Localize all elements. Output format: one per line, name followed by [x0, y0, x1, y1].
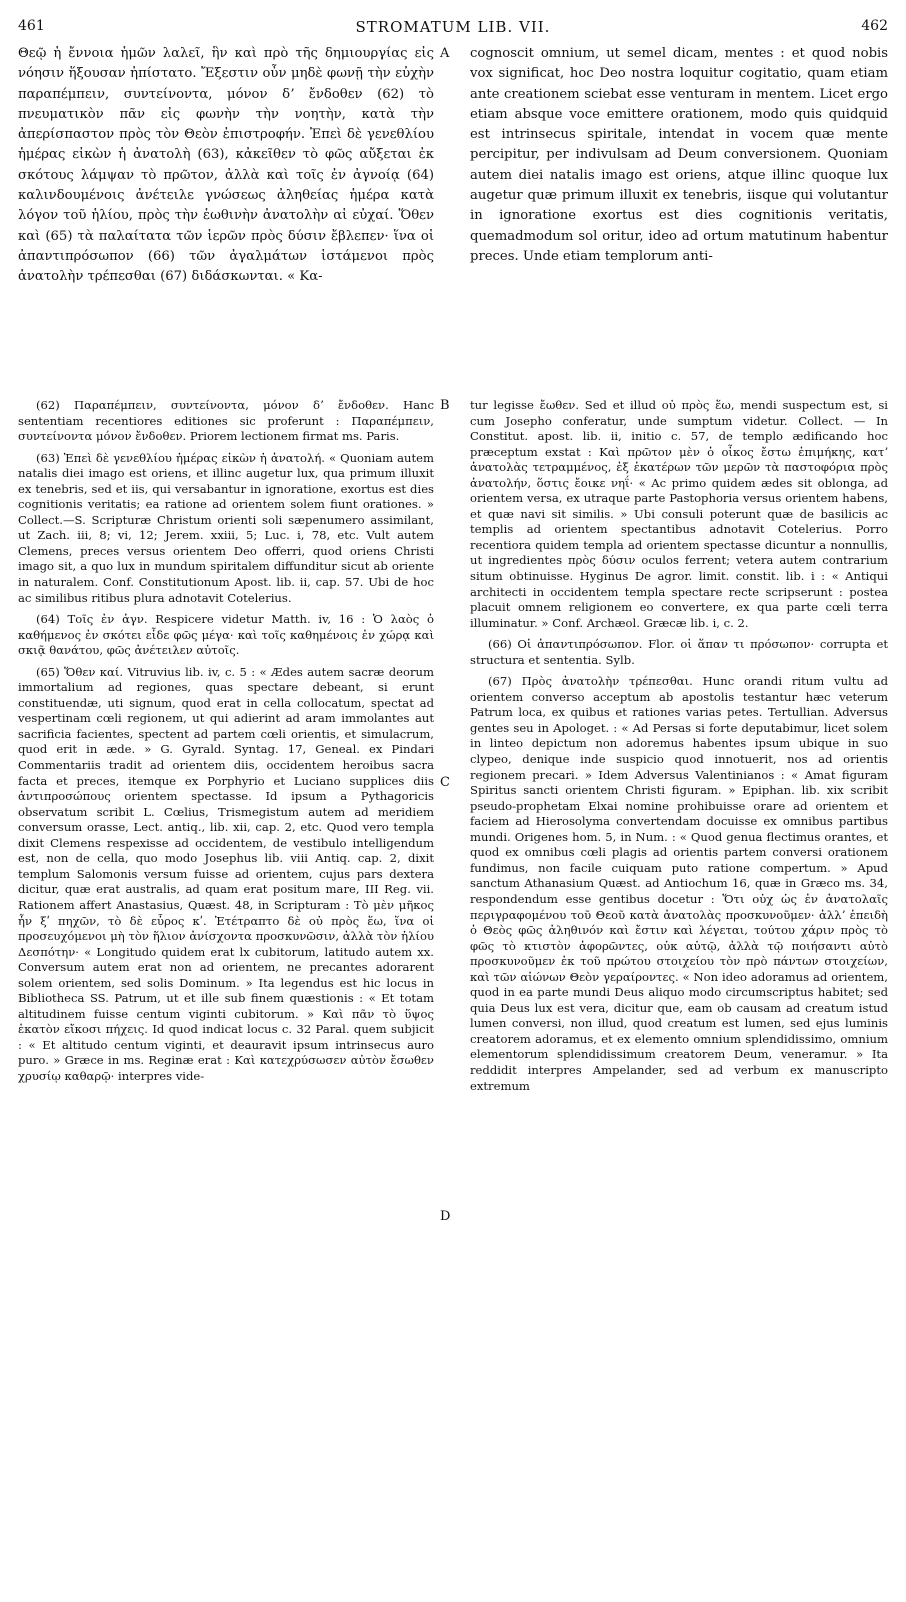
main-text-greek: Θεῷ ἡ ἔννοια ἡμῶν λαλεῖ, ἣν καὶ πρὸ τῆς δημιουργίας εἰς νόησιν ἥξουσαν ἠπίστατο. Ἔξεστιν οὖν μηδὲ φωνῇ τὴν εὐχὴν παραπέμπειν, συντείνοντα, μόνον δʼ ἔνδοθεν (62) τὸ πνευματικὸν πᾶν εἰς φωνὴν τὴν νοητὴν, κατὰ τὴν ἀπερίσπαστον πρὸς τὸν Θεὸν ἐπιστροφήν. Ἐπεὶ δὲ γενεθλίου ἡμέρας εἰκὼν ἡ ἀνατολὴ (63), κἀκεῖθεν τὸ φῶς αὔξεται ἐκ σκότους λάμψαν τὸ πρῶτον, ἀλλὰ καὶ τοῖς ἐν ἀγνοίᾳ (64) καλινδουμένοις ἀνέτειλε γνώσεως ἀληθείας ἡμέρα κατὰ λόγον τοῦ ἡλίου, πρὸς τὴν ἑωθινὴν ἀνατολὴν αἱ εὐχαί. Ὅθεν καὶ (65) τὰ παλαίτατα τῶν ἱερῶν πρὸς δύσιν ἔβλεπεν· ἵνα οἱ ἀπαντιπρόσωπον (66) τῶν ἀγαλμάτων ἱστάμενοι πρὸς ἀνατολὴν τρέπεσθαι (67) διδάσκωνται. « Κα- — [18, 46, 434, 285]
page-number-left: 461 — [18, 18, 45, 34]
margin-marker-c: C — [440, 775, 450, 790]
footnote-65: (65) Ὅθεν καί. Vitruvius lib. iv, c. 5 : « Ædes autem sacræ deorum immortalium ad regiones, quas spectare debeant, si erunt constituendæ, uti signum, quod erat in cella collocatum, spectat ad vespertinam cœli regionem, ut qui adierint ad aram immolantes aut sacrificia facientes, spectent ad partem cœli orientis, et simulacrum, quod erit in æde. » G. Gyrald. Syntag. 17, Geneal. ex Pindari Commentariis tradit ad orientem diis, occidentem heroibus sacra facta et preces, itemque ex Porphyrio et Luciano supplices diis ἀντιπροσώπους orientem spectasse. Id ipsum a Pythagoricis observatum scribit L. Cœlius, Trismegistum autem ad meridiem conversum orasse, Lect. antiq., lib. xii, cap. 2, etc. Quod vero templa dixit Clemens respexisse ad occidentem, de vestibulo intelligendum est, non de cella, quo modo Josephus lib. viii Antiq. cap. 2, dixit templum Salomonis versum fuisse ad orientem, cujus pars dextera dicitur, quæ erat australis, ad quam erat positum mare, III Reg. vii. Rationem affert Anastasius, Quæst. 48, in Scripturam : Τὸ μὲν μῆκος ἦν ξʹ πηχῶν, τὸ δὲ εὖρος κʹ. Ἐτέτραπτο δὲ οὐ πρὸς ἕω, ἵνα οἱ προσευχόμενοι μὴ τὸν ἥλιον ἀνίσχοντα προσκυνῶσιν, ἀλλὰ τὸν ἡλίου Δεσπότην· « Longitudo quidem erat lx cubitorum, latitudo autem xx. Conversum autem erat non ad orientem, ne precantes adorarent solem orientem, sed solis Dominum. » Ita legendus est hic locus in Bibliotheca SS. Patrum, ut et ille sub finem quæstionis : « Et totam altitudinem fuisse centum viginti cubitorum. » Καὶ πᾶν τὸ ὕψος ἑκατὸν εἴκοσι πήχεις. Id quod indicat locus c. 32 Paral. quem subjicit : « Et altitudo centum viginti, et deauravit ipsum intrinsecus auro puro. » Græce in ms. Reginæ erat : Καὶ κατεχρύσωσεν αὐτὸν ἔσωθεν χρυσίῳ καθαρῷ· interpres vide- — [18, 664, 434, 1083]
page-header — [18, 18, 888, 38]
notes-left-column — [18, 398, 434, 1588]
margin-marker-b: B — [440, 398, 450, 413]
footnote-63: (63) Ἐπεὶ δὲ γενεθλίου ἡμέρας εἰκὼν ἡ ἀνατολή. « Quoniam autem natalis diei imago est oriens, et illinc augetur lux, qua primum illuxit ex tenebris, sed et iis, qui versabantur in ignoratione, exortus est dies cognitionis veritatis; ea ratione ad orientem solem fiunt orationes. » Collect.—S. Scripturæ Christum orienti soli sæpenumero assimilant, ut Zach. iii, 8; vi, 12; Jerem. xxiii, 5; Luc. i, 78, etc. Vult autem Clemens, preces versus orientem Deo offerri, quod oriens Christi imago sit, a quo lux in mundum spiritalem diffunditur sicut ab oriente in naturalem. Conf. Constitutionum Apost. lib. ii, cap. 57. Ubi de hoc ac similibus ritibus plura adnotavit Cotelerius. — [18, 450, 434, 605]
footnote-66: (66) Οἱ ἀπαντιπρόσωπον. Flor. οἱ ἅπαν τι πρόσωπον· corrupta et structura et sententia. Sylb. — [470, 637, 888, 667]
margin-marker-d: D — [440, 1209, 451, 1224]
running-title: STROMATUM LIB. VII. — [355, 18, 551, 36]
footnote-65-continued: tur legisse ἔωθεν. Sed et illud οὐ πρὸς ἕω, mendi suspectum est, si cum Josepho conferatur, unde sumptum videtur. Collect. — In Constitut. apost. lib. ii, initio c. 57, de templo ædificando hoc præceptum exstat : Καὶ πρῶτον μὲν ὁ οἶκος ἔστω ἐπιμήκης, κατʼ ἀνατολὰς τετραμμένος, ἐξ ἑκατέρων τῶν μερῶν τὰ παστοφόρια πρὸς ἀνατολήν, ὅστις ἔοικε νηΐ· « Ac primo quidem ædes sit oblonga, ad orientem versa, ex utraque parte Pastophoria versus orientem habens, et quæ navi sit similis. » Ubi consuli poterunt quæ de basilicis ac templis ad orientem spectantibus adnotavit Cotelerius. Porro recentiora quidem templa ad orientem spectasse dicuntur a nonnullis, ut ingredientes πρὸς δύσιν oculos ferrent; vetera autem contrarium situm obtinuisse. Hyginus De agror. limit. constit. lib. i : « Antiqui architecti in occidentem templa spectare recte scripserunt : postea placuit omnem religionem eo convertere, ex qua parte cœli terra illuminatur. » Conf. Archæol. Græcæ lib. i, c. 2. — [470, 398, 888, 630]
margin-marker-a: A — [440, 46, 450, 61]
footnote-67: (67) Πρὸς ἀνατολὴν τρέπεσθαι. Hunc orandi ritum vultu ad orientem converso acceptum ab apostolis testantur hæc veterum Patrum loca, ex quibus et rationes varias petes. Tertullian. Adversus gentes seu in Apologet. : « Ad Persas si forte deputabimur, licet solem in linteo depictum non adoremus habentes ipsum ubique in suo clypeo, denique inde suspicio quod innotuerit, nos ad orientis regionem precari. » Idem Adversus Valentinianos : « Amat figuram Spiritus sancti orientem Christi figuram. » Epiphan. lib. xix scribit pseudo-prophetam Elxai nomine prohibuisse orare ad orientem et faciem ad Hierosolyma convertendam docuisse ex omnibus partibus mundi. Origenes hom. 5, in Num. : « Quod genua flectimus orantes, et quod ex omnibus cœli plagis ad orientis partem conversi orationem fundimus, non facile cuiquam puto ratione compertum. » Apud sanctum Athanasium Quæst. ad Antiochum 16, quæ in Græco ms. 34, respondendum esse gentibus docetur : Ὅτι οὐχ ὡς ἐν ἀνατολαῖς περιγραφομένου τοῦ Θεοῦ κατὰ ἀνατολὰς προσκυνοῦμεν· ἀλλʼ ἐπειδὴ ὁ Θεὸς φῶς ἀληθινόν καὶ ἔστιν καὶ λέγεται, τούτου χάριν πρὸς τὸ φῶς τὸ κτιστὸν ἀφορῶντες, οὐκ αὐτῷ, ἀλλὰ τῷ ποιήσαντι αὐτὸ προσκυνοῦμεν ἐκ τοῦ πρώτου στοιχείου τὸν πρὸ πάντων στοιχείων, καὶ τῶν αἰώνων Θεὸν γεραίροντες. « Non ideo adoramus ad orientem, quod in ea parte mundi Deus aliquo modo circumscriptus habitet; sed quia Deus lux est vera, dicitur que, eam ob causam ad creatum istud lumen conversi, non illud, quod creatum est lumen, sed ejus luminis creatorem adoramus, et ex elemento omnium splendidissimo, omnium elementorum splendidissimum creatorem Deum, veneramur. » Ita reddidit interpres Ampelander, sed ad verbum ex manuscripto extremum — [470, 674, 888, 1093]
footnote-62: (62) Παραπέμπειν, συντείνοντα, μόνον δʼ ἔνδοθεν. Hanc sententiam recentiores editiones sic proferunt : Παραπέμπειν, συντείνοντα μόνον ἔνδοθεν. Priorem lectionem firmat ms. Paris. — [18, 398, 434, 444]
notes-right-column — [470, 398, 888, 1588]
footnote-64: (64) Τοῖς ἐν ἀγν. Respicere videtur Matth. iv, 16 : Ὁ λαὸς ὁ καθήμενος ἐν σκότει εἶδε φῶς μέγα· καὶ τοῖς καθημένοις ἐν χώρᾳ καὶ σκιᾷ θανάτου, φῶς ἀνέτειλεν αὐτοῖς. — [18, 612, 434, 658]
page-number-right: 462 — [861, 18, 888, 34]
main-text-latin: cognoscit omnium, ut semel dicam, mentes : et quod nobis vox significat, hoc Deo nostra loquitur cogitatio, quam etiam ante creationem sciebat esse venturam in mentem. Licet ergo etiam absque voce emittere orationem, modo quis quidquid est intrinsecus spiritale, intendat in vocem quæ mente percipitur, per indivulsam ad Deum conversionem. Quoniam autem diei natalis imago est oriens, atque illinc quoque lux augetur quæ primum illuxit ex tenebris, iisque qui volutantur in ignoratione exortus est dies cognitionis veritatis, quemadmodum sol oritur, ideo ad ortum matutinum habentur preces. Unde etiam templorum anti- — [470, 46, 888, 264]
